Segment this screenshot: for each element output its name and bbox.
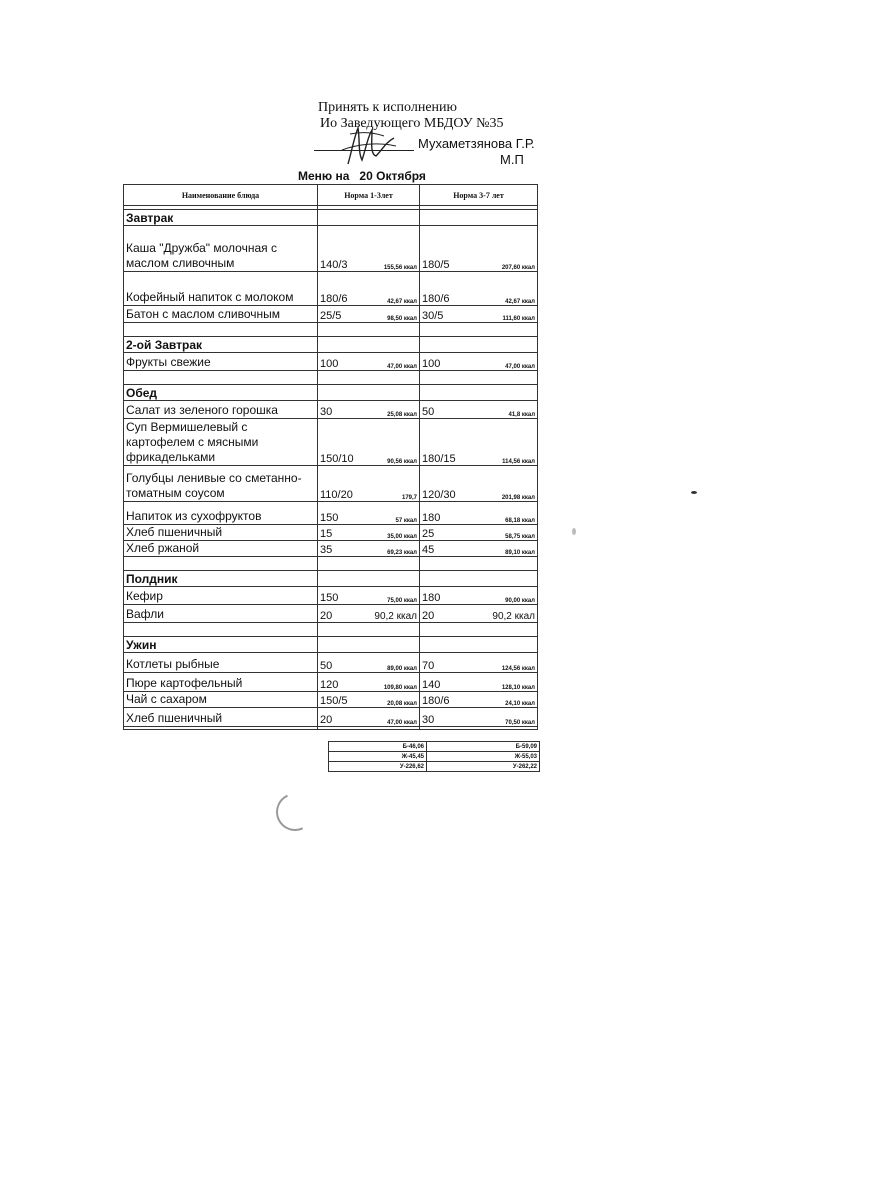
norm-1-3-values: [320, 528, 417, 540]
calories: 20,08 ккал: [387, 701, 417, 707]
calories: 70,50 ккал: [505, 720, 535, 726]
norm-3-7-values: [422, 679, 535, 691]
norm-1-3-cell: [318, 502, 420, 525]
portion-size: 150: [320, 512, 339, 524]
table-row: [124, 502, 538, 525]
spacer-cell: [420, 557, 538, 571]
section-title: Ужин: [124, 637, 318, 653]
norm-1-3-cell: [318, 272, 420, 306]
norm-1-3-values: [320, 592, 417, 604]
calories: 25,08 ккал: [387, 412, 417, 418]
calories: 75,00 ккал: [387, 598, 417, 604]
norm-1-3-cell: [318, 401, 420, 419]
norm-3-7-cell: [420, 401, 538, 419]
norm-1-3-cell: [318, 708, 420, 727]
section-cell: [318, 637, 420, 653]
portion-size: 180/15: [422, 453, 456, 465]
section-cell: [420, 210, 538, 226]
norm-1-3-values: [320, 259, 417, 271]
norm-1-3-values: [320, 453, 417, 465]
norm-3-7-values: [422, 310, 535, 322]
calories: 69,23 ккал: [387, 550, 417, 556]
norm-1-3-cell: [318, 525, 420, 541]
portion-size: 140: [422, 679, 441, 691]
norm-1-3-values: [320, 610, 417, 622]
stamp-mark: [271, 788, 320, 837]
spacer-cell: [318, 727, 420, 730]
norm-3-7-cell: [420, 306, 538, 323]
dish-name: Напиток из сухофруктов: [124, 502, 318, 525]
table-row: [124, 525, 538, 541]
norm-1-3-cell: [318, 692, 420, 708]
section-cell: [420, 571, 538, 587]
total-1-3: Б-46,06: [329, 742, 427, 752]
portion-size: 50: [422, 406, 435, 418]
portion-size: 45: [422, 544, 435, 556]
dish-name: Пюре картофельный: [124, 673, 318, 692]
total-3-7: Ж-55,03: [427, 752, 540, 762]
spacer-cell: [420, 371, 538, 385]
approval-line: Принять к исполнению: [318, 100, 457, 115]
norm-3-7-cell: [420, 419, 538, 466]
norm-3-7-cell: [420, 653, 538, 673]
dish-name: Хлеб пшеничный: [124, 708, 318, 727]
table-header-row: [124, 185, 538, 206]
norm-3-7-values: [422, 358, 535, 370]
norm-3-7-values: [422, 695, 535, 707]
dish-name: Кофейный напиток с молоком: [124, 272, 318, 306]
calories: 42,67 ккал: [387, 299, 417, 305]
norm-1-3-cell: [318, 653, 420, 673]
norm-1-3-values: [320, 679, 417, 691]
spacer-row: [124, 323, 538, 337]
section-cell: [318, 210, 420, 226]
portion-size: 20: [422, 610, 435, 622]
section-row: [124, 210, 538, 226]
norm-1-3-cell: [318, 541, 420, 557]
dish-name: Салат из зеленого горошка: [124, 401, 318, 419]
norm-3-7-cell: [420, 353, 538, 371]
norm-1-3-values: [320, 695, 417, 707]
section-cell: [318, 337, 420, 353]
dish-name: Котлеты рыбные: [124, 653, 318, 673]
portion-size: 180/5: [422, 259, 450, 271]
norm-3-7-cell: [420, 466, 538, 502]
menu-title: [298, 169, 426, 183]
dish-name: Хлеб ржаной: [124, 541, 318, 557]
norm-3-7-cell: [420, 272, 538, 306]
norm-1-3-values: [320, 660, 417, 672]
nutrition-totals: [328, 741, 540, 772]
menu-table: [123, 184, 538, 730]
norm-1-3-values: [320, 512, 417, 524]
table-row: [124, 653, 538, 673]
table-row: [124, 692, 538, 708]
calories: 41,8 ккал: [508, 412, 535, 418]
norm-3-7-values: [422, 660, 535, 672]
norm-3-7-cell: [420, 708, 538, 727]
totals-row: [329, 752, 540, 762]
portion-size: 25: [422, 528, 435, 540]
spacer-cell: [124, 371, 318, 385]
section-title: Завтрак: [124, 210, 318, 226]
norm-1-3-values: [320, 293, 417, 305]
calories: 201,98 ккал: [501, 495, 535, 501]
total-1-3: Ж-45,45: [329, 752, 427, 762]
calories: 90,56 ккал: [387, 459, 417, 465]
dish-name: Фрукты свежие: [124, 353, 318, 371]
norm-1-3-values: [320, 489, 417, 501]
norm-3-7-values: [422, 489, 535, 501]
norm-3-7-values: [422, 544, 535, 556]
table-row: [124, 419, 538, 466]
scan-speck: [572, 528, 576, 535]
norm-3-7-values: [422, 714, 535, 726]
table-row: [124, 605, 538, 623]
handwritten-signature: [338, 120, 398, 168]
spacer-row: [124, 371, 538, 385]
spacer-row: [124, 623, 538, 637]
section-cell: [318, 385, 420, 401]
dish-name: Суп Вермишелевый с картофелем с мясными фрикадельками: [124, 419, 318, 466]
spacer-cell: [124, 323, 318, 337]
dish-name: Чай с сахаром: [124, 692, 318, 708]
spacer-cell: [318, 623, 420, 637]
norm-1-3-cell: [318, 466, 420, 502]
portion-size: 100: [320, 358, 339, 370]
section-row: [124, 571, 538, 587]
calories: 47,00 ккал: [505, 364, 535, 370]
portion-size: 30: [320, 406, 333, 418]
portion-size: 20: [320, 714, 333, 726]
portion-size: 15: [320, 528, 333, 540]
calories: 207,60 ккал: [501, 265, 535, 271]
calories: 114,56 ккал: [502, 459, 535, 465]
calories: 111,60 ккал: [502, 316, 535, 322]
calories: 68,18 ккал: [505, 518, 535, 524]
calories: 155,56 ккал: [383, 265, 417, 271]
spacer-cell: [420, 727, 538, 730]
portion-size: 180/6: [422, 695, 450, 707]
portion-size: 100: [422, 358, 441, 370]
norm-1-3-cell: [318, 226, 420, 272]
norm-3-7-values: [422, 512, 535, 524]
dish-name: Каша "Дружба" молочная с маслом сливочным: [124, 226, 318, 272]
section-cell: [420, 637, 538, 653]
calories: 24,10 ккал: [505, 701, 535, 707]
portion-size: 180/6: [422, 293, 450, 305]
portion-size: 120: [320, 679, 339, 691]
norm-1-3-values: [320, 358, 417, 370]
dish-name: Батон с маслом сливочным: [124, 306, 318, 323]
section-title: 2-ой Завтрак: [124, 337, 318, 353]
norm-3-7-values: [422, 610, 535, 622]
calories: 109,80 ккал: [383, 685, 417, 691]
calories: 90,2 ккал: [492, 611, 535, 622]
calories: 98,50 ккал: [387, 316, 417, 322]
portion-size: 180/6: [320, 293, 348, 305]
calories: 128,10 ккал: [501, 685, 535, 691]
norm-1-3-cell: [318, 605, 420, 623]
section-cell: [420, 337, 538, 353]
table-row: [124, 708, 538, 727]
dish-name: Голубцы ленивые со сметанно-томатным соусом: [124, 466, 318, 502]
portion-size: 180: [422, 512, 441, 524]
calories: 90,2 ккал: [374, 611, 417, 622]
head-name: Мухаметзянова Г.Р.: [418, 136, 535, 151]
norm-3-7-cell: [420, 673, 538, 692]
norm-3-7-values: [422, 528, 535, 540]
calories: 89,10 ккал: [505, 550, 535, 556]
norm-1-3-cell: [318, 587, 420, 605]
norm-1-3-values: [320, 310, 417, 322]
calories: 124,56 ккал: [501, 666, 535, 672]
section-title: Полдник: [124, 571, 318, 587]
calories: 179,7: [401, 495, 417, 501]
norm-3-7-values: [422, 453, 535, 465]
norm-3-7-values: [422, 406, 535, 418]
calories: 89,00 ккал: [387, 666, 417, 672]
spacer-cell: [318, 323, 420, 337]
portion-size: 35: [320, 544, 333, 556]
stamp-place-label: М.П: [500, 152, 524, 167]
calories: 47,00 ккал: [387, 364, 417, 370]
section-row: [124, 385, 538, 401]
total-3-7: У-262,22: [427, 762, 540, 772]
dish-name: Кефир: [124, 587, 318, 605]
portion-size: 30/5: [422, 310, 444, 322]
scan-speck: [691, 491, 697, 494]
portion-size: 70: [422, 660, 435, 672]
section-row: [124, 637, 538, 653]
norm-3-7-cell: [420, 525, 538, 541]
portion-size: 110/20: [320, 489, 353, 501]
spacer-cell: [318, 371, 420, 385]
dish-name: Хлеб пшеничный: [124, 525, 318, 541]
col-norm-1-3-header: Норма 1-3лет: [318, 185, 420, 206]
calories: 42,67 ккал: [505, 299, 535, 305]
spacer-cell: [420, 623, 538, 637]
section-cell: [420, 385, 538, 401]
norm-3-7-cell: [420, 605, 538, 623]
totals-row: [329, 762, 540, 772]
spacer-cell: [318, 557, 420, 571]
calories: 90,00 ккал: [505, 598, 535, 604]
total-1-3: У-226,62: [329, 762, 427, 772]
spacer-cell: [124, 727, 318, 730]
spacer-row: [124, 727, 538, 730]
portion-size: 25/5: [320, 310, 342, 322]
head-title-line: Ио Заведующего МБДОУ №35: [320, 116, 504, 131]
col-dish-header: Наименование блюда: [124, 185, 318, 206]
norm-1-3-values: [320, 406, 417, 418]
spacer-row: [124, 557, 538, 571]
calories: 47,00 ккал: [387, 720, 417, 726]
norm-1-3-cell: [318, 673, 420, 692]
calories: 35,00 ккал: [387, 534, 417, 540]
portion-size: 140/3: [320, 259, 348, 271]
norm-1-3-values: [320, 714, 417, 726]
portion-size: 120/30: [422, 489, 456, 501]
table-row: [124, 306, 538, 323]
portion-size: 50: [320, 660, 333, 672]
norm-1-3-cell: [318, 353, 420, 371]
table-row: [124, 353, 538, 371]
table-row: [124, 541, 538, 557]
norm-3-7-values: [422, 259, 535, 271]
norm-3-7-cell: [420, 502, 538, 525]
table-row: [124, 466, 538, 502]
section-title: Обед: [124, 385, 318, 401]
norm-1-3-cell: [318, 419, 420, 466]
table-row: [124, 272, 538, 306]
spacer-cell: [124, 623, 318, 637]
norm-3-7-values: [422, 592, 535, 604]
total-3-7: Б-59,09: [427, 742, 540, 752]
norm-3-7-cell: [420, 587, 538, 605]
table-row: [124, 401, 538, 419]
section-row: [124, 337, 538, 353]
portion-size: 180: [422, 592, 441, 604]
totals-row: [329, 742, 540, 752]
calories: 58,75 ккал: [505, 534, 535, 540]
norm-3-7-values: [422, 293, 535, 305]
portion-size: 150/10: [320, 453, 354, 465]
table-row: [124, 673, 538, 692]
norm-1-3-cell: [318, 306, 420, 323]
portion-size: 150: [320, 592, 339, 604]
portion-size: 150/5: [320, 695, 348, 707]
norm-1-3-values: [320, 544, 417, 556]
portion-size: 30: [422, 714, 435, 726]
norm-3-7-cell: [420, 226, 538, 272]
col-norm-3-7-header: Норма 3-7 лет: [420, 185, 538, 206]
dish-name: Вафли: [124, 605, 318, 623]
norm-3-7-cell: [420, 692, 538, 708]
table-row: [124, 226, 538, 272]
norm-3-7-cell: [420, 541, 538, 557]
portion-size: 20: [320, 610, 333, 622]
menu-date: 20 Октября: [359, 169, 426, 183]
menu-title-label: Меню на: [298, 169, 350, 183]
spacer-cell: [420, 323, 538, 337]
table-row: [124, 587, 538, 605]
calories: 57 ккал: [395, 518, 417, 524]
spacer-cell: [124, 557, 318, 571]
section-cell: [318, 571, 420, 587]
